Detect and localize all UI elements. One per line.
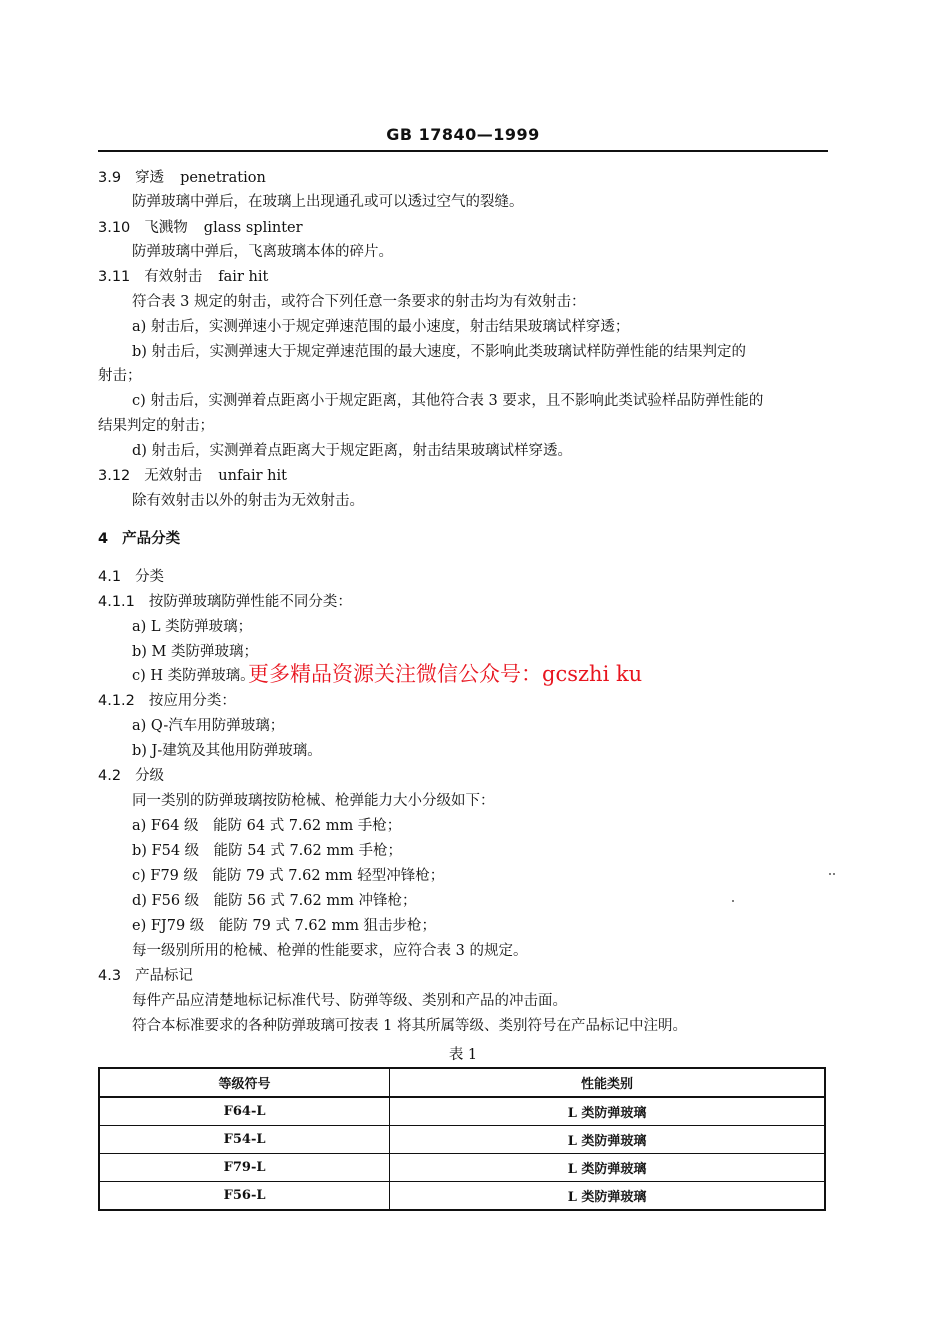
grade-cell: F79-L (99, 1154, 390, 1182)
paragraph-line: 同一类别的防弹玻璃按防枪械、枪弹能力大小分级如下： (132, 793, 495, 809)
list-item: b) F54 级 能防 54 式 7.62 mm 手枪； (132, 843, 402, 859)
standard-header: GB 17840—1999 (386, 125, 540, 144)
term-zh: 有效射击 (144, 269, 203, 285)
section-4-heading (98, 529, 180, 549)
clause-3-10-heading (98, 218, 303, 238)
term-en: glass splinter (203, 220, 303, 236)
list-item: d) F56 级 能防 56 式 7.62 mm 冲锋枪； (132, 893, 417, 909)
list-item: a) L 类防弹玻璃； (132, 619, 253, 635)
clause-number: 4.3 (98, 968, 122, 984)
column-header: 等级符号 (99, 1068, 390, 1097)
clause-number: 3.11 (98, 269, 131, 285)
section-title: 产品分类 (122, 530, 181, 547)
list-item: b) J-建筑及其他用防弹玻璃。 (132, 743, 322, 759)
paragraph-line: 符合本标准要求的各种防弹玻璃可按表 1 将其所属等级、类别符号在产品标记中注明。 (132, 1018, 687, 1034)
category-cell: L 类防弹玻璃 (390, 1154, 825, 1182)
table-row (99, 1126, 825, 1154)
term-en: unfair hit (218, 468, 287, 484)
clause-title: 分级 (135, 768, 165, 784)
column-header: 性能类别 (390, 1068, 825, 1097)
watermark-text: 更多精品资源关注微信公众号：gcszhi ku (248, 662, 643, 686)
term-zh: 无效射击 (144, 468, 203, 484)
scan-speck (732, 900, 734, 902)
grade-table (98, 1067, 826, 1211)
list-item: c) F79 级 能防 79 式 7.62 mm 轻型冲锋枪； (132, 868, 445, 884)
category-cell: L 类防弹玻璃 (390, 1182, 825, 1211)
table-caption: 表 1 (448, 1047, 478, 1063)
clause-3-12-heading (98, 466, 287, 486)
list-item: c) 射击后，实测弹着点距离小于规定距离，其他符合表 3 要求，且不影响此类试验样品防弹性能的 (132, 393, 764, 409)
list-item-continuation: 结果判定的射击； (98, 418, 214, 434)
clause-4-3-heading (98, 966, 193, 986)
list-item: a) Q-汽车用防弹玻璃； (132, 718, 285, 734)
clause-title: 分类 (135, 569, 165, 585)
term-en: fair hit (218, 269, 269, 285)
list-item: b) 射击后，实测弹速大于规定弹速范围的最大速度，不影响此类玻璃试样防弹性能的结果判定的 (132, 344, 747, 360)
section-number: 4 (98, 531, 109, 547)
paragraph-line: 每件产品应清楚地标记标准代号、防弹等级、类别和产品的冲击面。 (132, 993, 567, 1009)
table-header-row (99, 1068, 825, 1097)
list-item-continuation: 射击； (98, 368, 142, 384)
grade-cell: F64-L (99, 1097, 390, 1126)
paragraph-line: 符合表 3 规定的射击，或符合下列任意一条要求的射击均为有效射击： (132, 294, 586, 310)
paragraph-line: 防弹玻璃中弹后，在玻璃上出现通孔或可以透过空气的裂缝。 (132, 194, 524, 210)
clause-3-9-heading (98, 168, 266, 188)
list-item: d) 射击后，实测弹着点距离大于规定距离，射击结果玻璃试样穿透。 (132, 443, 573, 459)
clause-4-2-heading (98, 766, 164, 786)
category-cell: L 类防弹玻璃 (390, 1126, 825, 1154)
grade-cell: F56-L (99, 1182, 390, 1211)
table-row (99, 1154, 825, 1182)
clause-3-11-heading (98, 267, 268, 287)
paragraph-line: 除有效射击以外的射击为无效射击。 (132, 493, 364, 509)
scan-speck (829, 873, 831, 875)
paragraph-line: 防弹玻璃中弹后，飞离玻璃本体的碎片。 (132, 244, 393, 260)
clause-title: 产品标记 (135, 968, 194, 984)
term-zh: 穿透 (135, 170, 165, 186)
list-item: c) H 类防弹玻璃。 (132, 668, 255, 684)
category-cell: L 类防弹玻璃 (390, 1097, 825, 1126)
term-zh: 飞溅物 (144, 220, 188, 236)
list-item: a) 射击后，实测弹速小于规定弹速范围的最小速度，射击结果玻璃试样穿透； (132, 319, 630, 335)
list-item: a) F64 级 能防 64 式 7.62 mm 手枪； (132, 818, 402, 834)
table-row (99, 1097, 825, 1126)
clause-4-1-2-heading (98, 691, 236, 711)
list-item: e) FJ79 级 能防 79 式 7.62 mm 狙击步枪； (132, 918, 437, 934)
clause-number: 4.1.2 (98, 693, 135, 709)
clause-number: 3.10 (98, 220, 131, 236)
clause-4-1-1-heading (98, 592, 352, 612)
term-en: penetration (180, 170, 266, 186)
clause-number: 4.2 (98, 768, 122, 784)
clause-title: 按应用分类： (148, 693, 236, 709)
clause-number: 4.1 (98, 569, 122, 585)
paragraph-line: 每一级别所用的枪械、枪弹的性能要求，应符合表 3 的规定。 (132, 943, 528, 959)
clause-4-1-heading (98, 567, 164, 587)
clause-number: 3.9 (98, 170, 122, 186)
clause-number: 3.12 (98, 468, 131, 484)
clause-title: 按防弹玻璃防弹性能不同分类： (148, 594, 352, 610)
table-row (99, 1182, 825, 1211)
header-rule (98, 150, 828, 152)
list-item: b) M 类防弹玻璃； (132, 644, 259, 660)
scan-speck (833, 873, 835, 875)
clause-number: 4.1.1 (98, 594, 135, 610)
grade-cell: F54-L (99, 1126, 390, 1154)
